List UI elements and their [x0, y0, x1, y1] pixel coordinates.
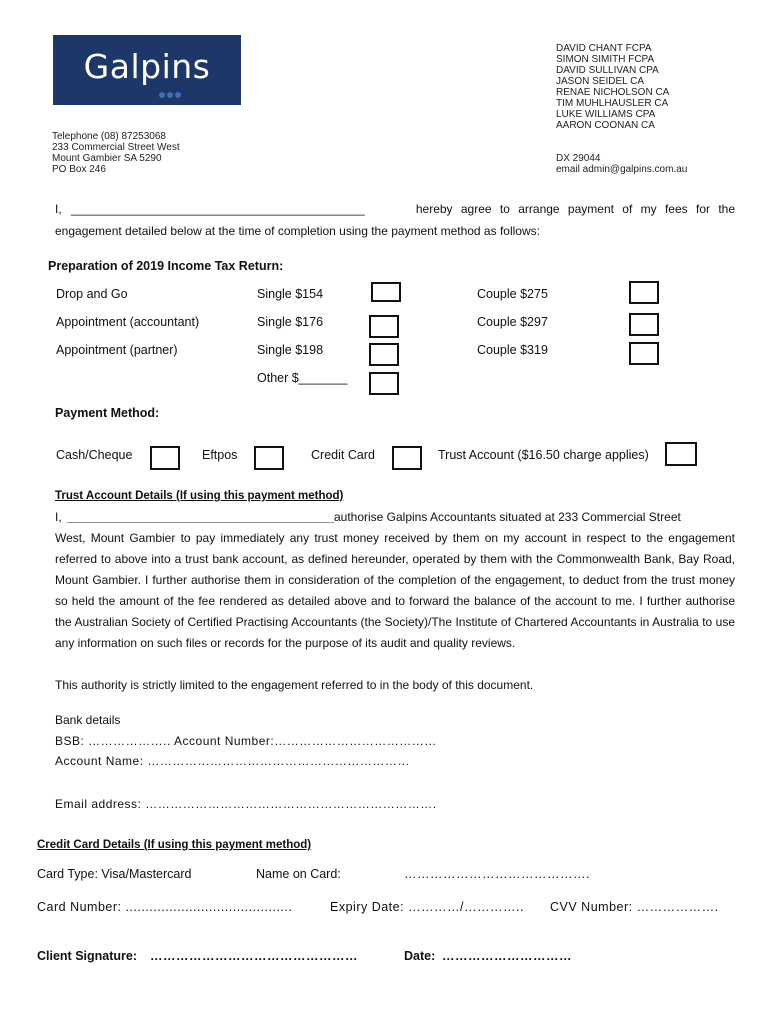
trust-paragraph-block: [55, 507, 735, 654]
trust-heading: Trust Account Details (If using this payment method): [55, 490, 344, 502]
dx-number: DX 29044: [556, 153, 601, 164]
partner-name: RENAE NICHOLSON CA: [556, 87, 670, 98]
partner-name: LUKE WILLIAMS CPA: [556, 109, 656, 120]
partner-name: JASON SEIDEL CA: [556, 76, 644, 87]
cvv-field[interactable]: CVV Number: ……………….: [550, 900, 719, 914]
agreement-section: [55, 199, 735, 242]
partner-name: SIMON SIMITH FCPA: [556, 54, 655, 65]
po-box: PO Box 246: [52, 164, 106, 175]
logo-text: Galpins: [83, 47, 211, 86]
payment-option-label: Trust Account ($16.50 charge applies): [438, 448, 649, 462]
bank-account-name[interactable]: Account Name: ………………………………………………………: [55, 754, 410, 768]
card-type: Card Type: Visa/Mastercard: [37, 867, 192, 881]
trust-prefix: I,: [55, 510, 62, 524]
telephone: Telephone (08) 87253068: [52, 131, 166, 142]
email-address-field[interactable]: Email address: …………………………………………………………….: [55, 797, 437, 811]
checkbox-appointment-accountant-single[interactable]: [369, 315, 399, 338]
partner-name: DAVID SULLIVAN CPA: [556, 65, 659, 76]
trust-name-blank[interactable]: ________________________________________: [67, 510, 334, 524]
payment-option-label: Eftpos: [202, 448, 238, 462]
checkbox-appointment-accountant-couple[interactable]: [629, 313, 659, 336]
trust-paragraph: West, Mount Gambier to pay immediately any trust money received by them on my account in respect to the engagement referred to above into a trust bank account, as defined hereunder, operated by them with the Commonwealth Bank, Bay Road, Mount Gambier. I further authorise them in consideration of the completion of the engagement, to deduct from the trust money so held the amount of the fee rendered as detailed above and to forward the balance of the account to me. I further authorise the Australian Society of Certified Practising Accountants (the Society)/The Institute of Chartered Accountants in Australia to use any information on such files or records for the purpose of its audit and quality reviews.: [55, 531, 735, 650]
date-field[interactable]: …………………………: [442, 949, 572, 963]
prep-row-single: Single $176: [257, 315, 324, 329]
prep-row-label: Drop and Go: [56, 287, 128, 301]
trust-limit: This authority is strictly limited to the engagement referred to in the body of this document.: [55, 678, 534, 692]
signature-field[interactable]: …………………………………………: [150, 949, 358, 963]
checkbox-appointment-partner-couple[interactable]: [629, 342, 659, 365]
payment-option-label: Credit Card: [311, 448, 375, 462]
checkbox-trust-account[interactable]: [665, 442, 697, 466]
prep-row-single: Single $154: [257, 287, 324, 301]
name-on-card-label: Name on Card:: [256, 867, 341, 881]
prep-row-label: Appointment (partner): [56, 343, 178, 357]
city-address: Mount Gambier SA 5290: [52, 153, 162, 164]
prep-row-label: Appointment (accountant): [56, 315, 200, 329]
checkbox-drop-and-go-single[interactable]: [371, 282, 401, 302]
partner-name: DAVID CHANT FCPA: [556, 43, 652, 54]
trust-first-line: authorise Galpins Accountants situated at 233 Commercial Street: [333, 510, 681, 524]
partners-list: [556, 43, 669, 131]
street-address: 233 Commercial Street West: [52, 142, 180, 153]
payment-heading: Payment Method:: [55, 406, 160, 420]
email-address: email admin@galpins.com.au: [556, 164, 688, 175]
contact-address: [52, 131, 180, 175]
checkbox-credit-card[interactable]: [392, 446, 422, 470]
checkbox-cash-cheque[interactable]: [150, 446, 180, 470]
logo-dots: [159, 85, 183, 103]
prep-row-couple: Couple $319: [477, 343, 548, 357]
credit-heading: Credit Card Details (If using this payment method): [37, 839, 312, 851]
signature-label: Client Signature:: [37, 949, 138, 963]
name-on-card-field[interactable]: …………………………………….: [404, 867, 590, 881]
checkbox-eftpos[interactable]: [254, 446, 284, 470]
date-label: Date:: [404, 949, 436, 963]
prep-other: Other $_______: [257, 371, 348, 385]
partner-name: AARON COONAN CA: [556, 120, 655, 131]
payment-option-label: Cash/Cheque: [56, 448, 133, 462]
prep-row-single: Single $198: [257, 343, 324, 357]
prep-heading: Preparation of 2019 Income Tax Return:: [48, 259, 284, 273]
checkbox-appointment-partner-single[interactable]: [369, 343, 399, 366]
prep-row-couple: Couple $275: [477, 287, 548, 301]
partner-name: TIM MUHLHAUSLER CA: [556, 98, 669, 109]
expiry-date-field[interactable]: Expiry Date: …………/…………..: [330, 900, 524, 914]
agreement-name-blank[interactable]: ____________________________________________: [71, 202, 365, 216]
bank-heading: Bank details: [55, 713, 121, 727]
card-number-field[interactable]: Card Number: ..........................................: [37, 900, 293, 914]
checkbox-drop-and-go-couple[interactable]: [629, 281, 659, 304]
bank-bsb-account-number[interactable]: BSB: ……………….. Account Number:…………………………………: [55, 734, 437, 748]
prep-row-couple: Couple $297: [477, 315, 548, 329]
agreement-line1: hereby agree to arrange payment of my fees for the: [415, 202, 735, 216]
galpins-logo: [53, 35, 241, 105]
agreement-line2: engagement detailed below at the time of completion using the payment method as follows:: [55, 224, 540, 238]
agreement-prefix: I,: [55, 202, 62, 216]
contact-dx-email: [556, 153, 687, 175]
checkbox-other[interactable]: [369, 372, 399, 395]
